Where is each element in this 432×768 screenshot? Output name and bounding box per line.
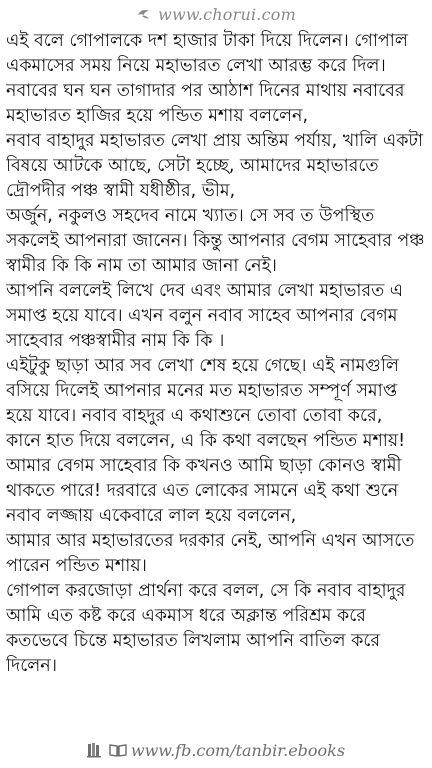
text-line: এইটুকু ছাড়া আর সব লেখা শেষ হয়ে গেছে। এই নামগুলি <box>6 356 399 376</box>
chorui-bird-logo-icon <box>136 6 152 22</box>
text-line: নবাব লজ্জায় একেবারে লাল হয়ে বললেন, <box>6 506 297 526</box>
text-line: এই বলে গোপালকে দশ হাজার টাকা দিয়ে দিলেন। গোপাল <box>6 31 408 51</box>
text-line: মহাভারত হাজির হয়ে পন্ডিত মশায় বললেন, <box>6 106 309 126</box>
open-book-icon <box>109 742 127 758</box>
text-line: নবাব বাহাদুর মহাভারত লেখা প্রায় অন্তিম পর্যায়, খালি একটা <box>6 131 424 151</box>
text-line: নবাবের ঘন ঘন তাগাদার পর আঠাশ দিনের মাথায় নবাবের <box>6 81 405 101</box>
text-line: থাকতে পারে! দরবারে এত লোকের সামনে এই কথা শুনে <box>6 481 399 501</box>
page-header <box>0 2 432 26</box>
text-line: সকলেই আপনারা জানেন। কিন্তু আপনার বেগম সাহেবার পঞ্চ <box>6 231 425 251</box>
text-line: গোপাল করজোড়া প্রার্থনা করে বলল, সে কি নবাব বাহাদুর <box>6 581 406 601</box>
text-line: সাহেবার পঞ্চস্বামীর নাম কি কি । <box>6 331 225 351</box>
text-line: হয়ে যাবে। নবাব বাহদুর এ কথাশুনে তোবা তোবা করে, <box>6 406 383 426</box>
text-line: বিষয়ে আটকে আছে, সেটা হচ্ছে, আমাদের মহাভারতে <box>6 156 379 176</box>
text-line: বসিয়ে দিলেই আপনার মনের মত মহাভারত সম্পূর্ণ সমাপ্ত <box>6 381 398 401</box>
text-line: পারেন পন্ডিত মশায়। <box>6 556 147 576</box>
text-line: আমার বেগম সাহেবার কি কখনও আমি ছাড়া কোনও স্বামী <box>6 456 402 476</box>
text-line: দিলেন। <box>6 656 57 676</box>
text-line: আমার আর মহাভারতের দরকার নেই, আপনি এখন আসতে <box>6 531 415 551</box>
text-line: স্বামীর কি কি নাম তা আমার জানা নেই। <box>6 256 277 276</box>
text-line: সমাপ্ত হয়ে যাবে। এখন বলুন নবাব সাহেব আপনার বেগম <box>6 306 398 326</box>
text-line: আমি এত কষ্ট করে একমাস ধরে অক্লান্ত পরিশ্রম করে <box>6 606 366 626</box>
books-icon <box>87 742 105 758</box>
footer-url[interactable]: www.fb.com/tanbir.ebooks <box>130 740 346 760</box>
story-text <box>6 29 426 679</box>
text-line: একমাসের সময় নিয়ে মহাভারত লেখা আরম্ভ করে দিল। <box>6 56 386 76</box>
site-url: www.chorui.com <box>158 4 296 24</box>
page-footer <box>0 738 432 762</box>
text-line: কতভেবে চিন্তে মহাভারত লিখলাম আপনি বাতিল করে <box>6 631 381 651</box>
text-line: দ্রৌপদীর পঞ্চ স্বামী যধীষ্ঠীর, ভীম, <box>6 181 236 201</box>
text-line: অর্জুন, নকুল‌ও সহদেব নামে খ্যাত। সে সব ত উপস্থিত <box>6 206 375 226</box>
text-line: কানে হাত দিয়ে বললেন, এ কি কথা বলছেন পন্ডিত মশায়! <box>6 431 406 451</box>
text-line: আপনি বললেই লিখে দেব এবং আমার লেখা মহাভারত এ <box>6 281 404 301</box>
